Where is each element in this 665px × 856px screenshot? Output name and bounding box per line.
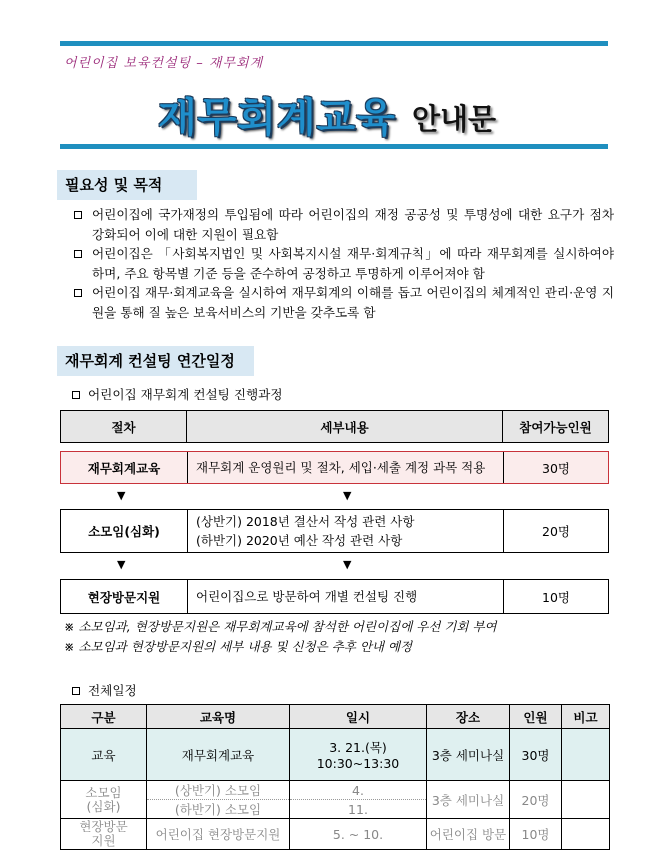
table-row: 현장방문 지원 어린이집 현장방문지원 5. ~ 10. 어린이집 방문 10명 <box>61 819 610 850</box>
section-heading-schedule: 재무회계 컨설팅 연간일정 <box>57 346 254 376</box>
table-row: (하반기) 소모임 11. <box>61 800 610 819</box>
process-step-people: 30명 <box>542 460 570 476</box>
page-title-suffix: 안내문 <box>412 102 497 136</box>
header-bottom-rule <box>60 144 608 149</box>
process-step-name: 재무회계교육 <box>61 452 188 483</box>
process-step-row <box>60 509 609 553</box>
table-row: 소모임 (심화) (상반기) 소모임 4. 3층 세미나실 20명 <box>61 781 610 800</box>
header-top-rule <box>60 41 608 46</box>
checkbox-square-icon <box>74 211 82 219</box>
page-title: 재무회계교육 <box>158 95 396 141</box>
checkbox-square-icon <box>74 250 82 258</box>
process-header-people: 참여가능인원 <box>503 411 609 443</box>
list-item: 어린이집 재무·회계교육을 실시하여 재무회계의 이해를 돕고 어린이집의 체계적인 관리·운영 지원을 통해 질 높은 보육서비스의 기반을 갖추도록 함 <box>74 283 614 322</box>
schedule-table <box>60 704 610 850</box>
checkbox-square-icon <box>72 687 80 695</box>
process-step-row <box>60 579 609 614</box>
list-item: 어린이집은 「사회복지법인 및 사회복지시설 재무·회계규칙」에 따라 재무회계를 실시하여야 하며, 주요 항목별 기준 등을 준수하여 공정하고 투명하게 이루어져야 함 <box>74 244 614 283</box>
note-text: ※ 소모임과, 현장방문지원은 재무회계교육에 참석한 어린이집에 우선 기회 부여 <box>64 619 497 634</box>
purpose-list <box>74 205 614 322</box>
process-step-name: 현장방문지원 <box>61 580 188 613</box>
arrow-down-icon: ▼ <box>343 489 352 502</box>
process-step-detail: (상반기) 2018년 결산서 작성 관련 사항 (하반기) 2020년 예산 작성 관련 사항 <box>188 510 504 552</box>
process-step-detail: 어린이집으로 방문하여 개별 컨설팅 진행 <box>188 580 504 613</box>
process-step-people: 20명 <box>542 524 570 539</box>
process-step-row <box>60 451 609 484</box>
header-subtitle: 어린이집 보육컨설팅 – 재무회계 <box>64 56 264 71</box>
arrow-down-icon: ▼ <box>343 558 352 571</box>
checkbox-square-icon <box>74 289 82 297</box>
table-row: 교육 재무회계교육 3. 21.(목) 10:30~13:30 3층 세미나실 30명 <box>61 729 610 781</box>
list-item: 어린이집에 국가재정의 투입됨에 따라 어린이집의 재정 공공성 및 투명성에 대한 요구가 점차 강화되어 이에 대한 지원이 필요함 <box>74 205 614 244</box>
section-heading-purpose: 필요성 및 목적 <box>57 170 197 200</box>
arrow-down-icon: ▼ <box>117 558 126 571</box>
process-header-detail: 세부내용 <box>187 411 503 443</box>
process-step-detail: 재무회계 운영원리 및 절차, 세입·세출 계정 과목 적용 <box>188 452 504 483</box>
process-step-name: 소모임(심화) <box>61 510 188 552</box>
checkbox-square-icon <box>72 391 80 399</box>
table-header-row: 구분 교육명 일시 장소 인원 비고 <box>61 705 610 729</box>
process-header-step: 절차 <box>61 411 187 443</box>
note-text: ※ 소모임과 현장방문지원의 세부 내용 및 신청은 추후 안내 예정 <box>64 639 413 654</box>
process-header-table <box>60 410 609 443</box>
process-step-people: 10명 <box>542 589 570 605</box>
schedule-label: 전체일정 <box>72 680 137 699</box>
arrow-down-icon: ▼ <box>117 489 126 502</box>
process-label: 어린이집 재무회계 컨설팅 진행과정 <box>72 384 283 403</box>
